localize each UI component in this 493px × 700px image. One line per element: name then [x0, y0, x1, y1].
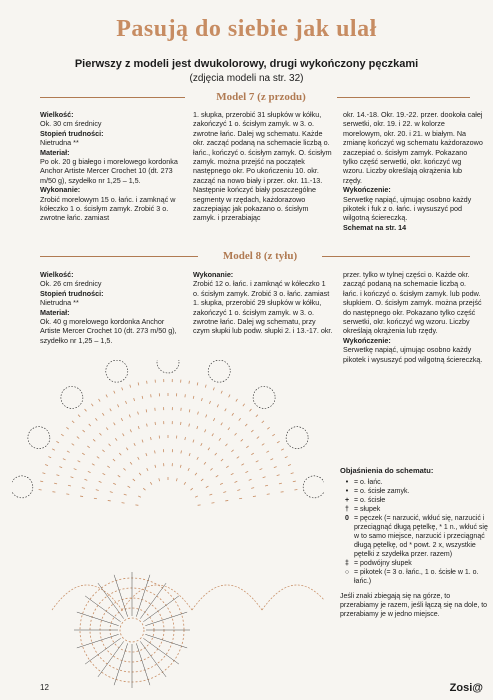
stitch-mark	[197, 426, 198, 429]
crochet-diagram	[12, 360, 324, 690]
stitch-mark	[189, 453, 190, 456]
stitch-mark	[237, 490, 240, 491]
stitch-mark	[92, 464, 95, 466]
material-label: Materiał:	[40, 147, 70, 157]
stitch-mark	[288, 465, 291, 466]
stitch-mark	[154, 451, 155, 454]
stitch-mark	[78, 461, 81, 462]
stitch-mark	[122, 387, 123, 390]
stitch-mark	[88, 471, 91, 472]
stitch-mark	[99, 399, 101, 402]
stitch-mark	[213, 418, 214, 421]
stitch-mark	[66, 427, 68, 429]
legend-item	[340, 568, 488, 586]
stitch-mark	[184, 482, 186, 485]
difficulty-value: Nietrudna **	[40, 138, 79, 148]
model8-col1	[40, 270, 180, 345]
stitch-mark	[89, 424, 91, 426]
legend-symbol: ○	[344, 569, 350, 576]
stitch-mark	[138, 426, 139, 429]
stitch-mark	[197, 382, 198, 385]
model8-heading: Model 8 (z tyłu)	[198, 250, 322, 262]
stitch-mark	[138, 412, 139, 415]
material-text: Po ok. 20 g białego i morelowego kordonka Anchor Artiste Mercer Crochet 10 (dt. 273 m/50 g), szydełko nr 1,25 – 1,5.	[40, 157, 178, 185]
stitch-mark	[206, 486, 209, 488]
execution-label: Wykonanie:	[40, 185, 81, 195]
stitch-mark	[63, 459, 66, 460]
stitch-mark	[150, 437, 151, 440]
stitch-mark	[56, 475, 59, 476]
stitch-mark	[251, 430, 253, 432]
fan-arc	[262, 585, 324, 610]
stitch-mark	[215, 453, 217, 455]
stitch-mark	[225, 409, 226, 412]
stitch-mark	[133, 479, 135, 481]
stitch-mark	[201, 479, 203, 481]
stitch-mark	[277, 475, 280, 476]
size-label: Wielkość:	[40, 110, 74, 119]
stitch-mark	[159, 478, 160, 481]
stitch-mark	[121, 418, 122, 421]
spoke-mark	[145, 634, 187, 648]
stitch-mark	[180, 465, 181, 468]
stitch-mark	[74, 469, 77, 470]
stitch-mark	[193, 440, 194, 443]
round-mark	[120, 618, 144, 642]
stitch-mark	[146, 409, 147, 412]
stitch-mark	[262, 444, 264, 446]
arch-mark	[286, 427, 308, 449]
size-label: Wielkość:	[40, 270, 74, 279]
stitch-mark	[263, 477, 266, 478]
stitch-mark	[291, 473, 294, 474]
stitch-mark	[71, 477, 74, 478]
legend-symbol: +	[344, 497, 350, 504]
legend-text: = pikotek (= 3 o. łańc., 1 o. ścisłe w 1. o. łańc.)	[354, 569, 479, 585]
stitch-mark	[225, 444, 227, 446]
stitch-mark	[217, 404, 218, 407]
stitch-mark	[114, 391, 115, 394]
stitch-mark	[48, 457, 51, 458]
stitch-mark	[110, 492, 113, 493]
execution-text: Zrobić morelowym 15 o. łańc. i zamknąć w kółeczko 1 o. ścisłym zamyk. Zrobić 3 o. zwrotne łańc. zamiast	[40, 194, 176, 223]
stitch-mark	[87, 446, 89, 448]
arch-mark	[28, 427, 50, 449]
stitch-mark	[114, 423, 116, 426]
stitch-mark	[123, 468, 125, 470]
stitch-mark	[213, 387, 214, 390]
stitch-mark	[56, 441, 59, 443]
stitch-mark	[54, 483, 57, 484]
stitch-mark	[231, 450, 233, 452]
fan-arc	[192, 585, 262, 610]
arch-mark	[61, 386, 83, 408]
page-title: Pasują do siebie jak ulał	[116, 16, 377, 42]
stitch-mark	[257, 437, 259, 439]
finish-label: Wykończenie:	[343, 335, 391, 345]
execution-text-continued: 1. słupka, przerobić 31 słupków w kółku, zakończyć 1 o. ścisłym zamyk. w 3. o. zwrotne łańc. Dalej wg schematu. Każde okr. zacząć podaną na schemacie liczbą o. łańc., kończyć o. ścisłym zamyk. O. ścisłym zamyk. można przejść na początek następnego okr. Po ukończeniu 10. okr. zacząć na nowo biały i przer. okr. 11.-13. Następnie kończyć biały poszczególne segmenty w rzędach, każdorazowo zaczepiając jak pokazano o. ścisłym zamyk. i przerabiając	[193, 110, 332, 223]
stitch-mark	[155, 465, 156, 468]
size-value: Ok. 30 cm średnicy	[40, 119, 102, 129]
stitch-mark	[95, 418, 97, 420]
stitch-mark	[123, 433, 125, 436]
spoke-mark	[98, 641, 124, 677]
stitch-mark	[106, 428, 108, 430]
stitch-mark	[83, 430, 85, 432]
stitch-mark	[220, 483, 223, 484]
finish-text: Serwetkę napiąć, ujmując osobno każdy pikotek i fuk z o. łańc. i wysuszyć pod wilgotną ściereczką.	[343, 194, 472, 223]
stitch-mark	[209, 401, 210, 404]
finish-label: Wykończenie:	[343, 185, 391, 195]
stitch-mark	[277, 441, 280, 443]
stitch-mark	[45, 465, 48, 466]
stitch-mark	[97, 457, 99, 459]
stitch-mark	[102, 450, 104, 452]
stitch-mark	[118, 475, 120, 477]
stitch-mark	[274, 467, 277, 468]
stitch-mark	[189, 424, 190, 427]
stitch-mark	[270, 459, 273, 460]
stitch-mark	[212, 433, 214, 436]
execution-label: Wykonanie:	[193, 270, 234, 279]
model7-heading: Model 7 (z przodu)	[185, 91, 337, 103]
stitch-mark	[61, 434, 63, 436]
stitch-mark	[142, 440, 143, 443]
spoke-mark	[98, 583, 124, 619]
legend-item	[340, 487, 488, 496]
stitch-mark	[221, 391, 222, 394]
stitch-mark	[117, 404, 118, 407]
stitch-mark	[262, 421, 264, 423]
stitch-mark	[221, 423, 223, 426]
difficulty-label: Stopień trudności:	[40, 288, 104, 298]
arch-mark	[208, 360, 230, 382]
stitch-mark	[139, 473, 141, 475]
spoke-mark	[114, 643, 128, 685]
stitch-mark	[195, 473, 197, 475]
stitch-mark	[206, 415, 207, 418]
stitch-mark	[134, 443, 135, 446]
stitch-mark	[235, 481, 238, 482]
stitch-mark	[119, 453, 121, 455]
stitch-mark	[189, 409, 190, 412]
stitch-mark	[198, 412, 199, 415]
stitch-mark	[250, 409, 252, 411]
stitch-mark	[256, 415, 258, 417]
stitch-mark	[103, 473, 106, 474]
stitch-mark	[226, 466, 228, 468]
legend-text: = o. ścisłe	[354, 497, 386, 504]
stitch-mark	[129, 415, 130, 418]
legend-symbol: 0	[345, 515, 349, 522]
execution-text-end: przer. tylko w tylnej części o. Każde okr. zacząć podaną na schemacie liczbą o. łańc. i kończyć o. ścisłym zamyk. lub podw. słupkiem. O. ścisłym zamyk. można przejść do następnego okr. Pokazano tylko część serwetki, okr. kończyć wg wzoru. Liczby określają okrążenia lub rzędy.	[343, 270, 482, 336]
spoke-mark	[77, 612, 119, 626]
stitch-mark	[235, 433, 237, 435]
spoke-mark	[85, 638, 121, 664]
execution-text-end: okr. 14.-18. Okr. 19.-22. przer. dookoła całej serwetki, okr. 19. i 22. w kolorze morelowym, okr. 20. i 21. w białym. Na zmianę kończyć wg schematu każdorazowo zaczepiać o. ścisłym zamyk. Pokazano tylko część serwetki, okr. kończyć wg wzoru. Liczby określają okrążenia lub rzędy.	[343, 110, 483, 185]
legend-note: Jeśli znaki zbiegają się na górze, to przerabiamy je razem, jeśli łączą się na dole, to przerabiamy je w jedno miejsce.	[340, 593, 488, 618]
stitch-mark	[147, 424, 148, 427]
stitch-mark	[113, 459, 115, 461]
stitch-mark	[191, 488, 193, 490]
stitch-mark	[208, 448, 210, 450]
stitch-mark	[130, 462, 132, 464]
stitch-mark	[201, 398, 202, 401]
stitch-mark	[143, 488, 145, 490]
stitch-mark	[246, 446, 248, 448]
stitch-mark	[59, 467, 62, 468]
stitch-mark	[197, 457, 198, 460]
arch-mark	[12, 476, 33, 498]
stitch-mark	[279, 483, 282, 484]
spoke-mark	[140, 583, 166, 619]
stitch-mark	[72, 444, 74, 446]
model7-col2	[193, 110, 333, 223]
arch-mark	[253, 386, 275, 408]
stitch-mark	[237, 457, 239, 459]
stitch-mark	[82, 488, 85, 489]
stitch-mark	[78, 415, 80, 417]
stitch-mark	[115, 438, 117, 440]
stitch-mark	[77, 437, 79, 439]
fan-arc	[122, 585, 192, 610]
stitch-mark	[124, 494, 127, 495]
spoke-mark	[136, 643, 150, 685]
stitch-mark	[293, 481, 296, 482]
legend-item	[340, 478, 488, 487]
legend-text: = o. ścisłe zamyk.	[354, 488, 410, 495]
stitch-mark	[99, 481, 102, 482]
stitch-mark	[109, 444, 111, 446]
stitch-mark	[91, 404, 93, 406]
stitch-mark	[241, 464, 244, 466]
execution-text: Zrobić 12 o. łańc. i zamknąć w kółeczko 1 o. ścisłym zamyk. Zrobić 3 o. łańc. zamiast 1. słupka, przerobić 29 słupków w kółku, zakończyć 1 o. ścisłym zamyk. w 3. o. zwrotne łańc. Dalej wg schematu, przy czym słupki lub podw. słupki 2. i 13.-17. okr.	[193, 279, 333, 336]
stitch-mark	[229, 395, 230, 398]
model7-col3	[343, 110, 483, 232]
stitch-mark	[128, 486, 131, 488]
legend	[340, 466, 488, 619]
stitch-mark	[221, 459, 223, 461]
stitch-mark	[260, 469, 263, 470]
stitch-mark	[147, 468, 148, 471]
stitch-mark	[181, 451, 182, 454]
legend-symbol: •	[345, 479, 349, 486]
stitch-mark	[239, 418, 241, 420]
stitch-mark	[251, 453, 254, 455]
legend-item	[340, 496, 488, 505]
stitch-mark	[281, 449, 284, 450]
stitch-mark	[84, 479, 87, 480]
stitch-mark	[125, 401, 126, 404]
stitch-mark	[251, 488, 254, 489]
difficulty-label: Stopień trudności:	[40, 128, 104, 138]
stitch-mark	[265, 485, 268, 486]
legend-symbol: †	[345, 506, 349, 513]
stitch-mark	[245, 424, 247, 426]
stitch-mark	[82, 453, 85, 455]
stitch-mark	[228, 428, 230, 430]
watermark: Zosi@	[449, 682, 483, 694]
stitch-mark	[150, 482, 152, 485]
stitch-mark	[204, 462, 206, 464]
stitch-mark	[256, 461, 259, 462]
model8-col2	[193, 270, 333, 336]
material-text: Ok. 40 g morelowego kordonka Anchor Artiste Mercer Crochet 10 (dt. 273 m/50 g), szydełko nr 1,25 – 1,5.	[40, 317, 177, 345]
stitch-mark	[266, 451, 269, 453]
stitch-mark	[285, 457, 288, 458]
stitch-mark	[223, 492, 226, 493]
legend-item	[340, 505, 488, 514]
stitch-mark	[68, 485, 71, 486]
stitch-mark	[138, 496, 141, 497]
size-value: Ok. 26 cm średnicy	[40, 279, 102, 289]
stitch-mark	[107, 466, 109, 468]
legend-item	[340, 559, 488, 568]
page-number: 12	[40, 683, 49, 692]
stitch-mark	[93, 439, 95, 441]
stitch-mark	[231, 473, 234, 474]
model8-col3	[343, 270, 483, 364]
stitch-mark	[249, 479, 252, 480]
legend-text: = pęczek (= narzucić, wkłuć się, narzucić i przeciągnąć długą pętelkę, * 1 n., wkłuć się w to samo miejsce, narzucić i przeciągnąć długą pętelkę, od * powt. 2 x, wszystkie pętelki z szydełka przer. razem)	[354, 515, 488, 558]
stitch-mark	[272, 434, 274, 436]
stitch-mark	[232, 413, 234, 415]
arch-mark	[303, 476, 324, 498]
spoke-mark	[77, 634, 119, 648]
model7-col1	[40, 110, 180, 223]
stitch-mark	[85, 409, 87, 411]
stitch-mark	[267, 427, 269, 429]
stitch-mark	[126, 448, 128, 450]
legend-text: = słupek	[354, 506, 381, 513]
stitch-mark	[106, 395, 107, 398]
stitch-mark	[188, 468, 189, 471]
stitch-mark	[102, 413, 104, 415]
stitch-mark	[241, 439, 243, 441]
arch-mark	[157, 360, 179, 373]
legend-symbol: ‡	[345, 560, 349, 567]
stitch-mark	[42, 473, 45, 474]
stitch-mark	[201, 443, 202, 446]
stitch-mark	[130, 429, 131, 432]
stitch-mark	[185, 437, 186, 440]
stitch-mark	[96, 490, 99, 491]
stitch-mark	[210, 468, 212, 470]
stitch-mark	[113, 483, 116, 484]
page-subtitle: Pierwszy z modeli jest dwukolorowy, drugi wykończony pęczkami	[74, 58, 419, 70]
stitch-mark	[138, 457, 139, 460]
stitch-mark	[205, 429, 206, 432]
spoke-mark	[114, 575, 128, 617]
legend-symbol: •	[345, 488, 349, 495]
legend-text: = o. łańc.	[354, 479, 383, 486]
stitch-mark	[205, 385, 206, 388]
stitch-mark	[130, 385, 131, 388]
stitch-mark	[216, 475, 218, 477]
arch-mark	[106, 360, 128, 382]
stitch-mark	[134, 398, 135, 401]
stitch-mark	[243, 404, 245, 406]
stitch-mark	[52, 449, 55, 450]
legend-item	[340, 514, 488, 559]
difficulty-value: Nietrudna **	[40, 298, 79, 308]
finish-text: Serwetkę napiąć, ujmując osobno każdy pikotek i wysuszyć pod wilgotną ściereczką.	[343, 345, 483, 364]
stitch-mark	[99, 433, 101, 435]
stitch-mark	[209, 494, 212, 495]
spoke-mark	[136, 575, 150, 617]
legend-text: = podwójny słupek	[354, 560, 412, 567]
legend-title: Objaśnienia do schematu:	[340, 466, 434, 475]
stitch-mark	[193, 396, 194, 399]
stitch-mark	[67, 451, 70, 453]
spoke-mark	[145, 612, 187, 626]
stitch-mark	[245, 471, 248, 472]
stitch-mark	[146, 453, 147, 456]
stitch-mark	[236, 399, 238, 402]
stitch-mark	[176, 478, 177, 481]
stitch-mark	[138, 382, 139, 385]
stitch-mark	[195, 496, 198, 497]
material-label: Materiał:	[40, 307, 70, 317]
stitch-mark	[72, 421, 74, 423]
stitch-mark	[219, 438, 221, 440]
stitch-mark	[142, 396, 143, 399]
stitch-mark	[40, 481, 43, 482]
stitch-mark	[110, 409, 111, 412]
page-subtitle-note: (zdjęcia modeli na str. 32)	[189, 73, 304, 84]
scheme-reference: Schemat na str. 14	[343, 222, 407, 232]
